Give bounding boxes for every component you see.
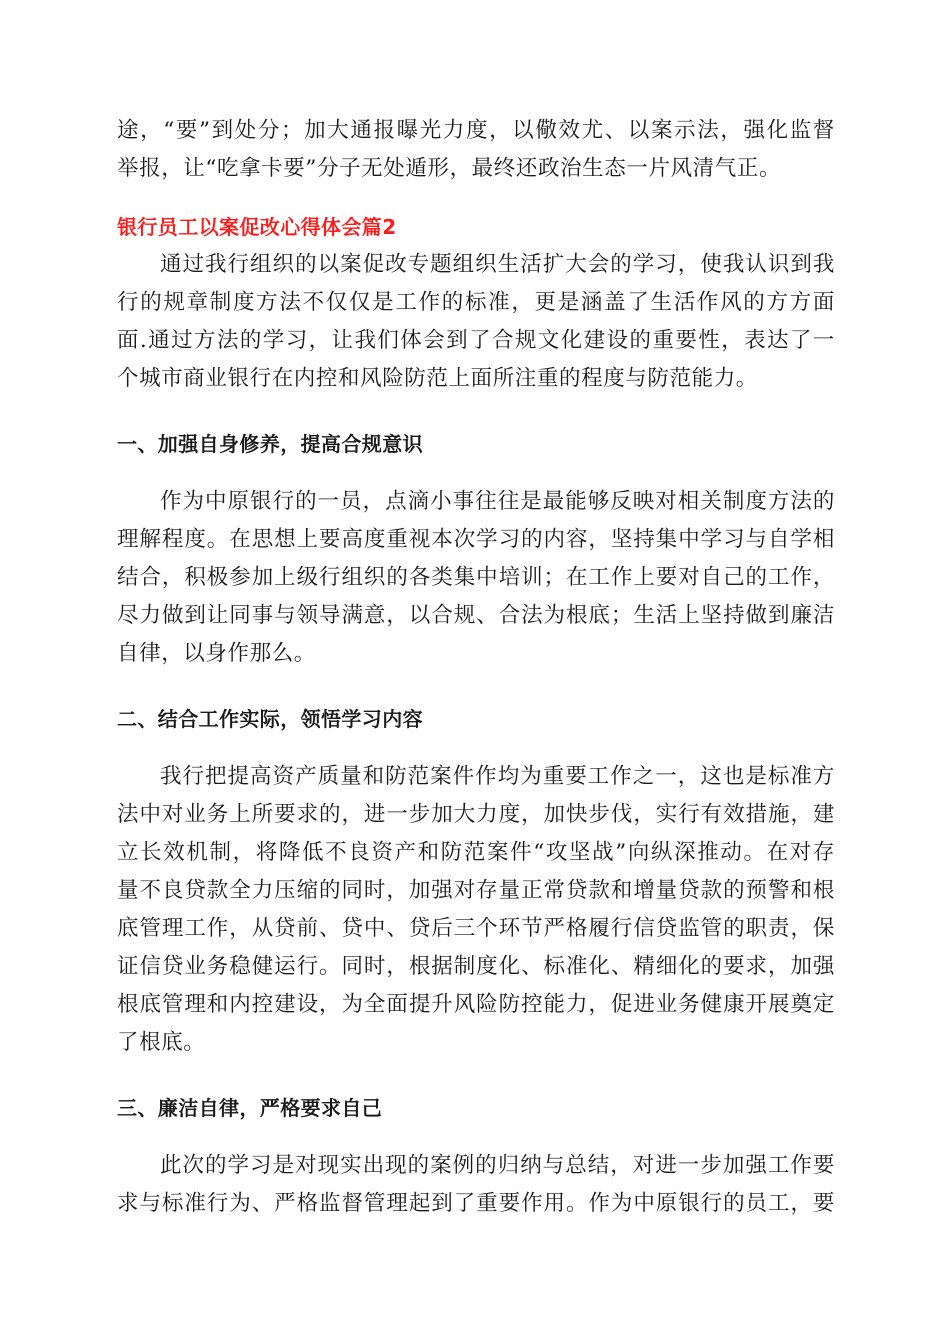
text-line: 根底管理和内控建设，为全面提升风险防控能力，促进业务健康开展奠定 [117,992,835,1017]
text-line: 举报，让“吃拿卡要”分子无处遁形，最终还政治生态一片风清气正。 [117,156,782,181]
paragraph-4 [117,1147,835,1223]
text-line: 法中对业务上所要求的，进一步加大力度，加快步伐，实行有效措施，建 [117,802,835,827]
heading-2: 二、结合工作实际，领悟学习内容 [117,707,423,731]
text-line: 通过我行组织的以案促改专题组织生活扩大会的学习，使我认识到我 [160,252,835,277]
text-line: 行的规章制度方法不仅仅是工作的标准，更是涵盖了生活作风的方方面 [117,290,835,315]
text-line: 面.通过方法的学习，让我们体会到了合规文化建设的重要性，表达了一 [117,328,835,353]
section-title: 银行员工以案促改心得体会篇2 [117,215,397,239]
paragraph-2 [117,483,835,673]
paragraph-3 [117,758,835,1062]
heading-3: 三、廉洁自律，严格要求自己 [117,1096,383,1120]
text-line: 途，“要”到处分；加大通报曝光力度，以儆效尤、以案示法，强化监督 [117,118,835,143]
text-line: 结合，积极参加上级行组织的各类集中培训；在工作上要对自己的工作， [117,565,835,590]
text-line: 我行把提高资产质量和防范案件作均为重要工作之一，这也是标准方 [160,764,835,789]
document-page [117,112,835,1223]
intro-paragraph [117,112,835,188]
text-line: 证信贷业务稳健运行。同时，根据制度化、标准化、精细化的要求，加强 [117,954,835,979]
text-line: 底管理工作，从贷前、贷中、贷后三个环节严格履行信贷监管的职责，保 [117,916,835,941]
paragraph-1 [117,246,835,398]
text-line: 量不良贷款全力压缩的同时，加强对存量正常贷款和增量贷款的预警和根 [117,878,835,903]
text-line: 作为中原银行的一员，点滴小事往往是最能够反映对相关制度方法的 [160,489,835,514]
text-line: 理解程度。在思想上要高度重视本次学习的内容，坚持集中学习与自学相 [117,527,835,552]
text-line: 尽力做到让同事与领导满意，以合规、合法为根底；生活上坚持做到廉洁 [117,603,835,628]
text-line: 了根底。 [117,1030,206,1055]
text-line: 此次的学习是对现实出现的案例的归纳与总结，对进一步加强工作要 [160,1153,835,1178]
text-line: 立长效机制，将降低不良资产和防范案件“攻坚战”向纵深推动。在对存 [117,840,835,865]
text-line: 自律，以身作那么。 [117,641,316,666]
text-line: 求与标准行为、严格监督管理起到了重要作用。作为中原银行的员工，要 [117,1191,835,1216]
heading-1: 一、加强自身修养，提高合规意识 [117,432,423,456]
text-line: 个城市商业银行在内控和风险防范上面所注重的程度与防范能力。 [117,366,758,391]
